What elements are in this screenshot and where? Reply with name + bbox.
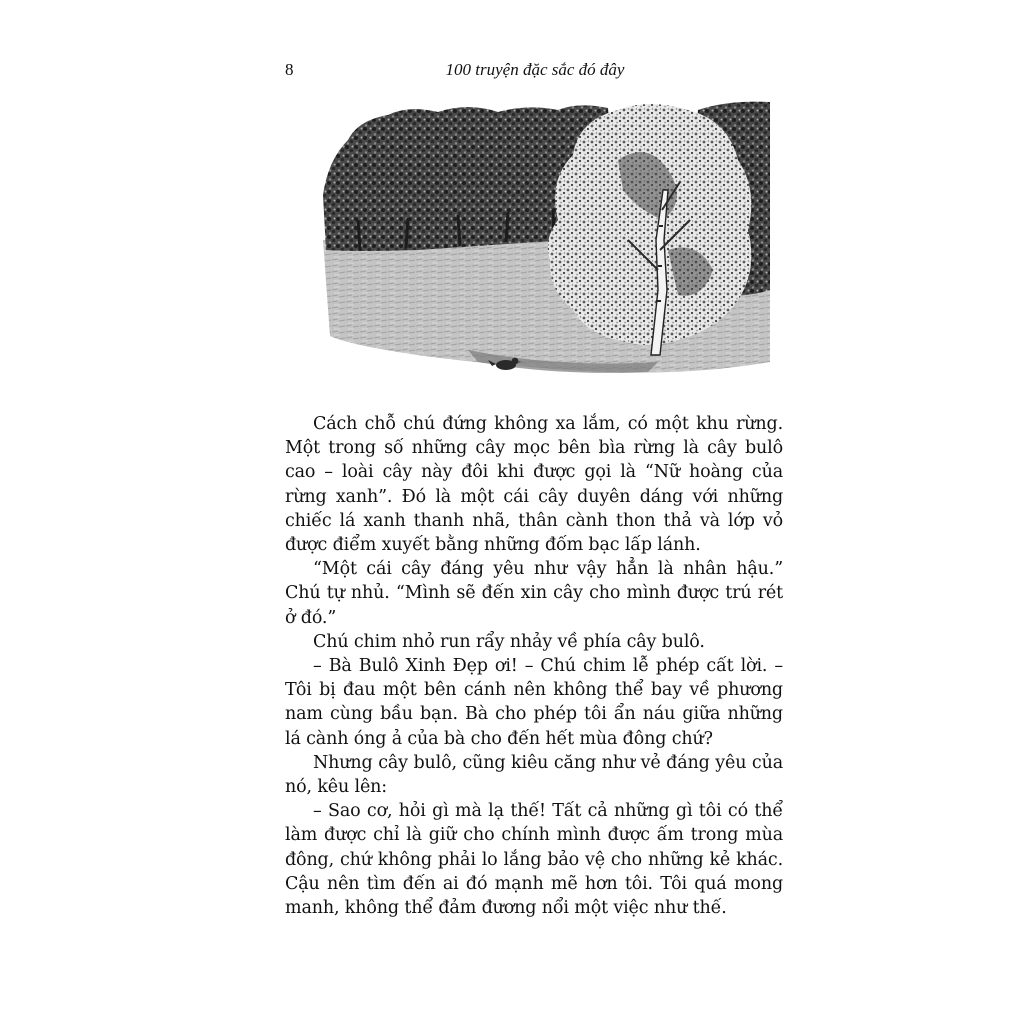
- page-number: 8: [285, 60, 294, 79]
- book-title: 100 truyện đặc sắc đó đây: [445, 60, 625, 79]
- story-paragraph: – Bà Bulô Xinh Đẹp ơi! – Chú chim lễ phép cất lời. – Tôi bị đau một bên cánh nên không thể bay về phương nam cùng bầu bạn. Bà cho phép tôi ẩn náu giữa những lá cành óng ả của bà cho đến hết mùa đông chứ?: [285, 656, 783, 749]
- story-paragraph: Cách chỗ chú đứng không xa lắm, có một khu rừng. Một trong số những cây mọc bên bìa rừng là cây bulô cao – loài cây này đôi khi được gọi là “Nữ hoàng của rừng xanh”. Đó là một cái cây duyên dáng với những chiếc lá xanh thanh nhã, thân cành thon thả và lớp vỏ được điểm xuyết bằng những đốm bạc lấp lánh.: [285, 414, 783, 556]
- illustration-svg: [318, 100, 770, 388]
- story-paragraph: Nhưng cây bulô, cũng kiêu căng như vẻ đáng yêu của nó, kêu lên:: [285, 752, 783, 798]
- story-paragraph: – Sao cơ, hỏi gì mà lạ thế! Tất cả những gì tôi có thể làm được chỉ là giữ cho chính mình được ấm trong mùa đông, chứ không phải lo lắng bảo vệ cho những kẻ khác. Cậu nên tìm đến ai đó mạnh mẽ hơn tôi. Tôi quá mong manh, không thể đảm đương nổi một việc như thế.: [285, 801, 783, 919]
- story-text: [285, 412, 783, 920]
- running-header: [285, 60, 785, 84]
- forest-birch-illustration: [318, 100, 770, 388]
- story-paragraph: Chú chim nhỏ run rẩy nhảy về phía cây bulô.: [313, 631, 705, 652]
- story-paragraph: “Một cái cây đáng yêu như vậy hẳn là nhân hậu.” Chú tự nhủ. “Mình sẽ đến xin cây cho mình được trú rét ở đó.”: [285, 559, 783, 628]
